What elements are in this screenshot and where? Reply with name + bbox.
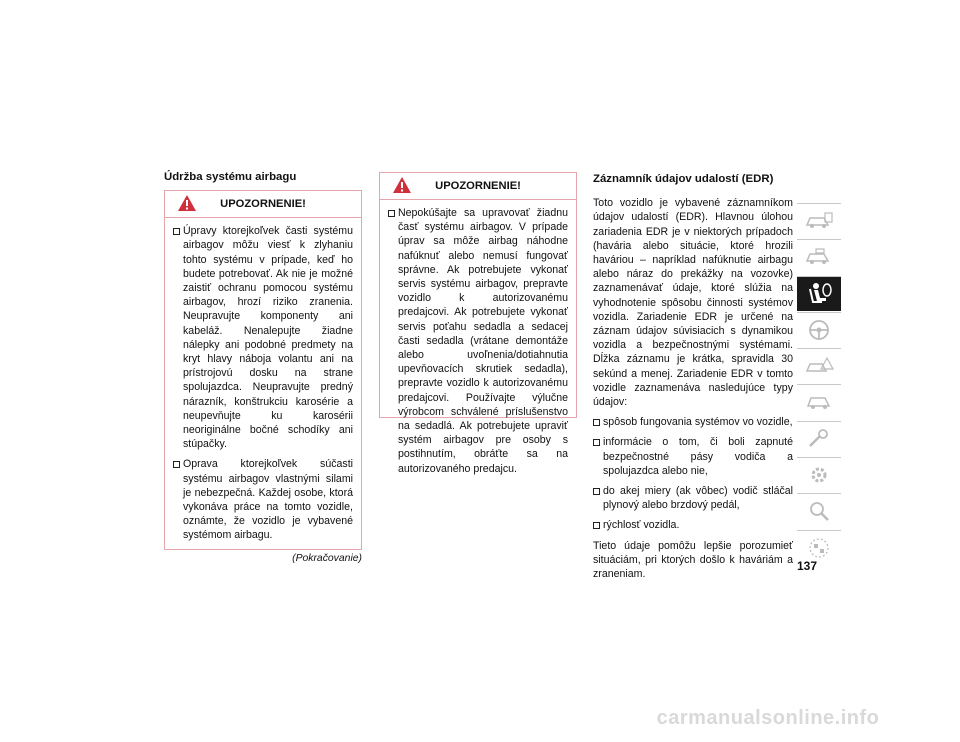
warning-title: UPOZORNENIE! <box>435 179 521 192</box>
page-number: 137 <box>797 559 818 573</box>
list-item: Nepokúšajte sa upravovať žiadnu časť systému airbagov. V prípade úprav sa môže airbag náhodne nafúknuť alebo nemusí fungovať správne. Ak potrebujete vykonať servis systému airbagov, prepravte vozidlo k autorizovanému predajcovi. Ak potrebujete vykonať servis poťahu sedadla a sedacej časti sedadla (vrátane demontáže alebo uvoľnenia/dotiahnutia upevňovacích skrutiek sedadla), prepravte vozidlo k autorizovanému predajcovi. Používajte výlučne výrobcom schválené príslušenstvo na sedadlá. Ak potrebujete upraviť systém airbagov pre osoby s postihnutím, obráťte sa na autorizovaného predajcu. <box>388 206 568 476</box>
section-heading: Záznamník údajov udalostí (EDR) <box>593 173 774 185</box>
left-column <box>164 170 362 566</box>
car-info-icon <box>804 210 834 232</box>
tab-maintenance[interactable] <box>797 421 841 456</box>
warning-list <box>380 200 576 488</box>
outro-paragraph: Tieto údaje pomôžu lepšie porozumieť situáciám, pri ktorých došlo k haváriám a zraneniam. <box>593 539 793 581</box>
language-index-icon <box>804 536 834 560</box>
search-index-icon <box>804 499 834 523</box>
list-item: spôsob fungovania systémov vo vozidle, <box>593 415 793 429</box>
settings-gear-icon <box>804 464 834 486</box>
warning-header <box>165 191 361 218</box>
data-types-list <box>593 415 793 532</box>
car-service-icon <box>804 391 834 413</box>
car-key-icon <box>804 246 834 268</box>
list-item: Úpravy ktorejkoľvek časti systému airbagov môžu viesť k zlyhaniu tohto systému v prípade, keď ho budete potrebovať. Ak nie je možné zaistiť ochranu pomocou systému airbagov, hrozí riziko zranenia. Neupravujte komponenty ani kabeláž. Nenalepujte žiadne nálepky ani podobné predmety na kryt hlavy náboja volantu ani na prístrojovú dosku na strane spolujazdca. Neupravujte predný nárazník, konštrukciu karosérie a neupevňujte ku karosérii neoriginálne bočné schodíky ani stúpačky. <box>173 224 353 451</box>
steering-wheel-icon <box>804 318 834 342</box>
tab-settings[interactable] <box>797 457 841 492</box>
tab-car-warning[interactable] <box>797 348 841 383</box>
tab-steering[interactable] <box>797 312 841 347</box>
tab-search[interactable] <box>797 493 841 528</box>
warning-box <box>164 190 362 549</box>
list-item: rýchlosť vozidla. <box>593 518 793 532</box>
continued-note: (Pokračovanie) <box>292 552 362 564</box>
warning-box <box>379 172 577 475</box>
warning-triangle-icon <box>177 194 197 212</box>
intro-paragraph: Toto vozidlo je vybavené záznamníkom údajov udalostí (EDR). Hlavnou úlohou zariadenia EDR je v niektorých prípadoch (havária alebo situácie, ktoré hrozili haváriou – napríklad nafúknutie airbagu alebo náraz do prekážky na vozovke) zaznamenávať údaje, ktoré slúžia na vyhodnotenie spôsobu činnosti systémov vozidla. Zariadenie EDR je určené na záznam údajov súvisiacich s dynamikou vozidla a bezpečnostnými systémami. Dĺžka záznamu je krátka, spravidla 30 sekúnd a menej. Zariadenie EDR v tomto vozidle zaznamenáva nasledujúce typy údajov: <box>593 197 793 409</box>
list-item: do akej miery (ak vôbec) vodič stláčal plynový alebo brzdový pedál, <box>593 484 793 512</box>
middle-column <box>379 172 577 475</box>
warning-triangle-icon <box>392 176 412 194</box>
warning-list <box>165 218 361 548</box>
wrench-maintenance-icon <box>804 428 834 450</box>
right-column <box>593 172 793 587</box>
tab-airbag-seat[interactable] <box>797 276 841 311</box>
warning-title: UPOZORNENIE! <box>220 198 306 211</box>
airbag-seat-icon <box>804 281 834 307</box>
list-item: informácie o tom, či boli zapnuté bezpečnostné pásy vodiča a spolujazdca alebo nie, <box>593 435 793 478</box>
section-heading: Údržba systému airbagu <box>164 171 297 183</box>
tab-car-key[interactable] <box>797 239 841 274</box>
chapter-tabs <box>797 203 841 566</box>
car-warning-icon <box>804 355 834 377</box>
tab-car-info[interactable] <box>797 203 841 238</box>
watermark: carmanualsonline.info <box>656 707 880 729</box>
warning-header <box>380 173 576 200</box>
tab-car-service[interactable] <box>797 384 841 419</box>
list-item: Oprava ktorejkoľvek súčasti systému airbagov vlastnými silami je nebezpečná. Každej osobe, ktorá vykonáva práce na tomto vozidle, oznámte, že vozidlo je vybavené systémom airbagu. <box>173 457 353 542</box>
